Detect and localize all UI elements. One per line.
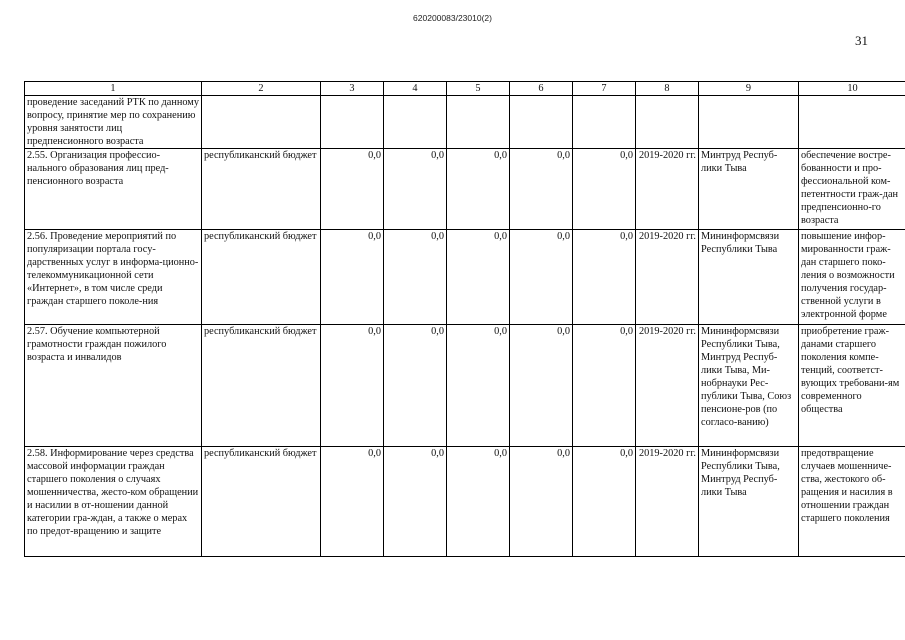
column-header: 2: [202, 82, 321, 96]
value-cell: 0,0: [573, 325, 636, 447]
result-cell: [799, 96, 905, 149]
column-header: 8: [636, 82, 699, 96]
value-cell: 0,0: [510, 447, 573, 557]
result-cell: повышение инфор-мированности граж-дан старшего поко-ления о возможности получения государ-ственной услуги в электронной форме: [799, 230, 905, 325]
result-cell: обеспечение востре-бованности и про-фессиональной ком-петентности граж-дан предпенсионно-го возраста: [799, 149, 905, 230]
result-cell: предотвращение случаев мошенниче-ства, жестокого об-ращения и насилия в отношении граждан старшего поколения: [799, 447, 905, 557]
column-header: 5: [447, 82, 510, 96]
value-cell: [447, 96, 510, 149]
table-row: [25, 230, 905, 325]
value-cell: 0,0: [447, 230, 510, 325]
funding-source-cell: республиканский бюджет: [202, 149, 321, 230]
column-header: 9: [699, 82, 799, 96]
document-code: 620200083/23010(2): [413, 13, 492, 23]
period-cell: 2019-2020 гг.: [636, 149, 699, 230]
executor-cell: Мининформсвязи Республики Тыва, Минтруд Респуб-лики Тыва: [699, 447, 799, 557]
value-cell: 0,0: [321, 447, 384, 557]
period-cell: 2019-2020 гг.: [636, 447, 699, 557]
page-number: 31: [855, 33, 868, 48]
funding-source-cell: республиканский бюджет: [202, 325, 321, 447]
value-cell: 0,0: [573, 230, 636, 325]
value-cell: [384, 96, 447, 149]
column-header: 4: [384, 82, 447, 96]
value-cell: 0,0: [321, 149, 384, 230]
value-cell: 0,0: [384, 447, 447, 557]
value-cell: 0,0: [447, 325, 510, 447]
column-header: 6: [510, 82, 573, 96]
executor-cell: Мининформсвязи Республики Тыва, Минтруд Респуб-лики Тыва, Ми-нобрнауки Рес-публики Тыва, Союз пенсионе-ров (по согласо-ванию): [699, 325, 799, 447]
executor-cell: Минтруд Респуб-лики Тыва: [699, 149, 799, 230]
value-cell: 0,0: [510, 230, 573, 325]
table-row: [25, 149, 905, 230]
value-cell: 0,0: [573, 149, 636, 230]
table-row: [25, 96, 905, 149]
funding-source-cell: [202, 96, 321, 149]
column-header: 1: [25, 82, 202, 96]
column-number-row: [25, 82, 905, 96]
funding-source-cell: республиканский бюджет: [202, 230, 321, 325]
value-cell: 0,0: [384, 325, 447, 447]
result-cell: приобретение граж-данами старшего поколения компе-тенций, соответст-вующих требовани-ям современного общества: [799, 325, 905, 447]
value-cell: [573, 96, 636, 149]
activity-name-cell: 2.57. Обучение компьютерной грамотности граждан пожилого возраста и инвалидов: [25, 325, 202, 447]
value-cell: 0,0: [384, 230, 447, 325]
activity-name-cell: 2.56. Проведение мероприятий по популяризации портала госу-дарственных услуг в информа-ционно-телекоммуникационной сети «Интернет», в том числе среди граждан старшего поколе-ния: [25, 230, 202, 325]
value-cell: 0,0: [447, 149, 510, 230]
value-cell: [510, 96, 573, 149]
period-cell: [636, 96, 699, 149]
executor-cell: [699, 96, 799, 149]
table-row: [25, 325, 905, 447]
value-cell: 0,0: [384, 149, 447, 230]
funding-source-cell: республиканский бюджет: [202, 447, 321, 557]
column-header: 7: [573, 82, 636, 96]
value-cell: 0,0: [321, 230, 384, 325]
value-cell: 0,0: [510, 149, 573, 230]
program-activities-table: [24, 81, 905, 557]
table-row: [25, 447, 905, 557]
period-cell: 2019-2020 гг.: [636, 325, 699, 447]
activity-name-cell: 2.55. Организация профессио-нального образования лиц пред-пенсионного возраста: [25, 149, 202, 230]
value-cell: 0,0: [447, 447, 510, 557]
executor-cell: Мининформсвязи Республики Тыва: [699, 230, 799, 325]
value-cell: 0,0: [321, 325, 384, 447]
value-cell: 0,0: [510, 325, 573, 447]
column-header: 3: [321, 82, 384, 96]
column-header: 10: [799, 82, 905, 96]
period-cell: 2019-2020 гг.: [636, 230, 699, 325]
value-cell: 0,0: [573, 447, 636, 557]
value-cell: [321, 96, 384, 149]
activity-name-cell: 2.58. Информирование через средства массовой информации граждан старшего поколения о случаях мошенничества, жесто-ком обращении и насилии в от-ношении данной категории гра-ждан, а также о мерах по предот-вращению и защите: [25, 447, 202, 557]
activity-name-cell: проведение заседаний РТК по данному вопросу, принятие мер по сохранению уровня занятости лиц предпенсионного возраста: [25, 96, 202, 149]
